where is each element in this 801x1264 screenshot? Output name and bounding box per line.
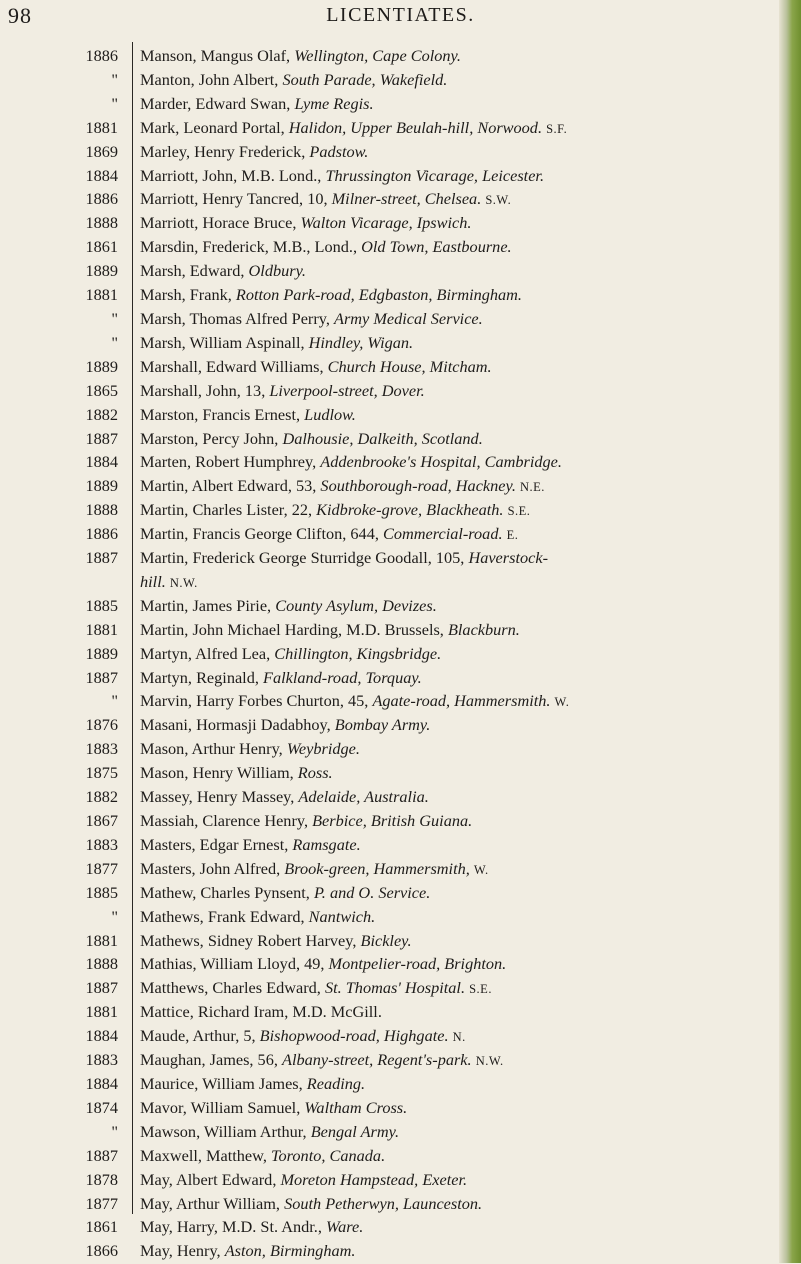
entry-name: Matthews, Charles Edward, (140, 978, 321, 998)
entry-name: Masters, John Alfred, (140, 858, 281, 878)
entry-text (140, 834, 780, 858)
list-item (0, 762, 780, 786)
entry-address: Southborough-road, Hackney. (320, 476, 516, 496)
list-item (0, 45, 780, 69)
entry-address: Commercial-road. (383, 524, 503, 544)
entry-name: Marsdin, Frederick, M.B., Lond., (140, 237, 358, 257)
entry-text (140, 380, 780, 404)
entry-text (140, 1001, 780, 1025)
list-item (0, 1073, 780, 1097)
entry-address: P. and O. Service. (313, 882, 431, 902)
list-item (0, 499, 780, 523)
list-item (0, 930, 780, 954)
entry-year: 1861 (85, 237, 118, 257)
entry-text (140, 141, 780, 165)
entry-name: May, Henry, (140, 1241, 221, 1261)
entry-text (140, 619, 780, 643)
entry-name: Maurice, William James, (140, 1073, 303, 1093)
entry-name: Martin, Charles Lister, 22, (140, 500, 313, 520)
entry-name: Marsh, Frank, (140, 285, 232, 305)
entry-address: Kidbroke-grove, Blackheath. (316, 500, 504, 520)
licentiate-list (0, 45, 780, 1264)
entry-year: 1869 (85, 141, 118, 161)
list-item (0, 260, 780, 284)
list-item (0, 69, 780, 93)
list-item (0, 571, 780, 595)
entry-year: 1883 (85, 1050, 118, 1070)
entry-name: Mawson, William Arthur, (140, 1121, 307, 1141)
entry-name: Martin, Frederick George Sturridge Goodall, 105, (140, 548, 465, 568)
entry-address: Nantwich. (308, 906, 376, 926)
entry-year: 1866 (85, 1241, 118, 1261)
list-item (0, 117, 780, 141)
entry-text (140, 977, 780, 1001)
list-item (0, 667, 780, 691)
entry-name: May, Arthur William, (140, 1193, 280, 1213)
entry-name: Marten, Robert Humphrey, (140, 452, 317, 472)
entry-address: Ross. (297, 763, 333, 783)
entry-text (140, 906, 780, 930)
entry-address: Bombay Army. (334, 715, 431, 735)
list-item (0, 284, 780, 308)
entry-name: Marvin, Harry Forbes Churton, 45, (140, 691, 369, 711)
entry-address: Lyme Regis. (294, 93, 374, 113)
entry-name: Marriott, John, M.B. Lond., (140, 165, 322, 185)
entry-postal-district: N. (452, 1030, 466, 1045)
list-item (0, 643, 780, 667)
entry-name: Maude, Arthur, 5, (140, 1026, 256, 1046)
list-item (0, 738, 780, 762)
entry-year: 1877 (85, 858, 118, 878)
list-item (0, 906, 780, 930)
entry-text (140, 284, 780, 308)
entry-text (140, 117, 780, 141)
entry-address: Aston, Birmingham. (224, 1241, 356, 1261)
entry-year: 1875 (85, 763, 118, 783)
entry-name: Martin, Albert Edward, 53, (140, 476, 317, 496)
entry-address: Padstow. (309, 141, 369, 161)
entry-postal-district: S.F. (546, 121, 568, 136)
entry-text (140, 212, 780, 236)
entry-text (140, 643, 780, 667)
entry-address: Berbice, British Guiana. (312, 811, 473, 830)
list-item (0, 834, 780, 858)
entry-name: Marsh, William Aspinall, (140, 332, 305, 352)
entry-year: " (111, 691, 118, 711)
entry-text (140, 475, 780, 499)
entry-year: 1889 (85, 476, 118, 496)
entry-text (140, 404, 780, 428)
entry-text (140, 738, 780, 762)
list-item (0, 858, 780, 882)
entry-address: Haverstock- (468, 548, 548, 568)
entry-text (140, 547, 780, 571)
list-item (0, 547, 780, 571)
entry-text (140, 1145, 780, 1169)
list-item (0, 451, 780, 475)
entry-address: Thrussington Vicarage, Leicester. (325, 165, 545, 185)
entry-address: South Petherwyn, Launceston. (284, 1193, 483, 1213)
entry-text (140, 93, 780, 117)
list-item (0, 475, 780, 499)
entry-postal-district: N.W. (475, 1054, 504, 1069)
entry-year: " (111, 1121, 118, 1141)
page-edge (779, 0, 801, 1263)
list-item (0, 332, 780, 356)
entry-address: Montpelier-road, Brighton. (328, 954, 507, 974)
entry-year: 1886 (85, 524, 118, 544)
entry-name: Mattice, Richard Iram, M.D. McGill. (140, 1002, 382, 1022)
entry-text (140, 762, 780, 786)
entry-year: 1887 (85, 548, 118, 568)
list-item (0, 1097, 780, 1121)
entry-name: Martyn, Alfred Lea, (140, 643, 271, 663)
entry-text (140, 260, 780, 284)
entry-year: 1883 (85, 739, 118, 759)
entry-address: Blackburn. (447, 619, 520, 639)
entry-postal-district: N.W. (169, 575, 198, 590)
entry-year: 1887 (85, 978, 118, 998)
list-item (0, 236, 780, 260)
list-item (0, 1216, 780, 1240)
entry-text (140, 571, 780, 595)
list-item (0, 1025, 780, 1049)
entry-name: Mathews, Sidney Robert Harvey, (140, 930, 357, 950)
entry-name: Mavor, William Samuel, (140, 1097, 301, 1117)
entry-address: Army Medical Service. (334, 308, 483, 328)
entry-text (140, 595, 780, 619)
entry-name: Masani, Hormasji Dadabhoy, (140, 715, 331, 735)
entry-address: Falkland-road, Torquay. (263, 667, 422, 687)
entry-year: 1867 (85, 811, 118, 830)
entry-text (140, 165, 780, 189)
list-item (0, 1145, 780, 1169)
list-item (0, 523, 780, 547)
entry-address: Dalhousie, Dalkeith, Scotland. (282, 428, 483, 448)
list-item (0, 1001, 780, 1025)
entry-year: 1884 (85, 1026, 118, 1046)
entry-name: Mason, Arthur Henry, (140, 739, 283, 759)
list-item (0, 404, 780, 428)
entry-address: hill. (140, 571, 166, 591)
entry-address: Church House, Mitcham. (327, 356, 492, 376)
entry-address: Agate-road, Hammersmith. (372, 691, 551, 711)
entry-text (140, 953, 780, 977)
entry-address: Walton Vicarage, Ipswich. (300, 213, 472, 233)
entry-name: Martyn, Reginald, (140, 667, 259, 687)
entry-name: May, Harry, M.D. St. Andr., (140, 1217, 322, 1237)
list-item (0, 380, 780, 404)
entry-address: Hindley, Wigan. (308, 332, 414, 352)
entry-address: Albany-street, Regent's-park. (282, 1050, 472, 1070)
list-item (0, 165, 780, 189)
list-item (0, 1240, 780, 1264)
entry-year: 1881 (85, 117, 118, 137)
list-item (0, 356, 780, 380)
entry-name: Marston, Percy John, (140, 428, 279, 448)
entry-address: Bengal Army. (310, 1121, 400, 1141)
entry-text (140, 930, 780, 954)
list-item (0, 1169, 780, 1193)
entry-text (140, 451, 780, 475)
entry-name: Massey, Henry Massey, (140, 787, 295, 807)
entry-name: Mark, Leonard Portal, (140, 117, 285, 137)
list-item (0, 786, 780, 810)
entry-text (140, 1240, 780, 1264)
entry-address: Halidon, Upper Beulah-hill, Norwood. (288, 117, 543, 137)
entry-postal-district: S.W. (485, 193, 512, 208)
entry-address: Bishopwood-road, Highgate. (259, 1026, 449, 1046)
page-number: 98 (8, 3, 32, 28)
entry-year: " (111, 332, 118, 352)
entry-address: Addenbrooke's Hospital, Cambridge. (320, 452, 562, 472)
list-item (0, 977, 780, 1001)
entry-name: Martin, Francis George Clifton, 644, (140, 524, 379, 544)
entry-name: Marston, Francis Ernest, (140, 404, 301, 424)
entry-name: Marshall, John, 13, (140, 380, 266, 400)
entry-text (140, 1169, 780, 1193)
entry-text (140, 786, 780, 810)
entry-name: Manton, John Albert, (140, 69, 279, 89)
entry-year: 1883 (85, 834, 118, 854)
entry-text (140, 499, 780, 523)
entry-text (140, 714, 780, 738)
entry-text (140, 1216, 780, 1240)
entry-text (140, 1193, 780, 1217)
entry-year: 1881 (85, 619, 118, 639)
entry-address: Chillington, Kingsbridge. (274, 643, 442, 663)
entry-name: Marsh, Edward, (140, 261, 245, 281)
entry-text (140, 332, 780, 356)
entry-address: Adelaide, Australia. (298, 787, 429, 807)
entry-name: Mathews, Frank Edward, (140, 906, 305, 926)
list-item (0, 1049, 780, 1073)
entry-year: 1887 (85, 667, 118, 687)
entry-year: 1887 (85, 428, 118, 448)
entry-text (140, 188, 780, 212)
list-item (0, 595, 780, 619)
list-item (0, 953, 780, 977)
entry-text (140, 858, 780, 882)
list-item (0, 93, 780, 117)
entry-year: 1876 (85, 715, 118, 735)
entry-text (140, 1121, 780, 1145)
entry-year: 1887 (85, 1145, 118, 1165)
list-item (0, 212, 780, 236)
entry-address: Ramsgate. (292, 834, 361, 854)
entry-year: 1881 (85, 1002, 118, 1022)
entry-year: " (111, 906, 118, 926)
entry-year: " (111, 69, 118, 89)
entry-name: Marriott, Horace Bruce, (140, 213, 297, 233)
entry-year: 1888 (85, 954, 118, 974)
entry-text (140, 882, 780, 906)
entry-name: Manson, Mangus Olaf, (140, 46, 291, 65)
entry-year: 1882 (85, 787, 118, 807)
entry-name: Martin, John Michael Harding, M.D. Brussels, (140, 619, 444, 639)
entry-address: Ware. (326, 1217, 364, 1237)
entry-year: " (111, 308, 118, 328)
entry-year: 1861 (85, 1217, 118, 1237)
entry-year: 1878 (85, 1169, 118, 1189)
entry-year: 1884 (85, 452, 118, 472)
entry-text (140, 690, 780, 714)
entry-year: 1874 (85, 1097, 118, 1117)
entry-name: Mason, Henry William, (140, 763, 294, 783)
entry-year: 1881 (85, 285, 118, 305)
page-title: LICENTIATES. (326, 4, 475, 26)
entry-year: 1889 (85, 356, 118, 376)
entry-postal-district: S.E. (507, 504, 531, 519)
list-item (0, 308, 780, 332)
entry-name: Marshall, Edward Williams, (140, 356, 324, 376)
entry-text (140, 523, 780, 547)
entry-text (140, 1049, 780, 1073)
entry-postal-district: W. (473, 862, 489, 877)
entry-name: May, Albert Edward, (140, 1169, 277, 1189)
entry-address: Moreton Hampstead, Exeter. (280, 1169, 468, 1189)
entry-year: 1865 (85, 380, 118, 400)
entry-address: Oldbury. (248, 261, 306, 281)
entry-postal-district: W. (554, 695, 570, 710)
entry-text (140, 810, 780, 834)
entry-name: Massiah, Clarence Henry, (140, 811, 309, 830)
entry-address: Old Town, Eastbourne. (361, 237, 512, 257)
entry-year: 1885 (85, 595, 118, 615)
entry-year: 1882 (85, 404, 118, 424)
entry-text (140, 45, 780, 69)
list-item (0, 1193, 780, 1217)
list-item (0, 810, 780, 834)
entry-address: Toronto, Canada. (270, 1145, 386, 1165)
entry-year: 1881 (85, 930, 118, 950)
entry-year: 1886 (85, 189, 118, 209)
entry-name: Marriott, Henry Tancred, 10, (140, 189, 328, 209)
entry-year: 1889 (85, 643, 118, 663)
list-item (0, 690, 780, 714)
entry-text (140, 1025, 780, 1049)
entry-year: 1888 (85, 500, 118, 520)
entry-text (140, 308, 780, 332)
entry-name: Mathias, William Lloyd, 49, (140, 954, 325, 974)
list-item (0, 714, 780, 738)
entry-postal-district: N.E. (520, 480, 545, 495)
entry-name: Martin, James Pirie, (140, 595, 272, 615)
entry-address: St. Thomas' Hospital. (324, 978, 466, 998)
entry-address: Liverpool-street, Dover. (269, 380, 425, 400)
entry-name: Masters, Edgar Ernest, (140, 834, 289, 854)
entry-text (140, 1097, 780, 1121)
entry-text (140, 1073, 780, 1097)
list-item (0, 882, 780, 906)
list-item (0, 141, 780, 165)
list-item (0, 1121, 780, 1145)
entry-name: Marsh, Thomas Alfred Perry, (140, 308, 330, 328)
entry-text (140, 69, 780, 93)
entry-name: Marder, Edward Swan, (140, 93, 291, 113)
entry-year: 1884 (85, 165, 118, 185)
entry-postal-district: E. (506, 528, 519, 543)
entry-address: Wellington, Cape Colony. (294, 46, 461, 65)
entry-text (140, 236, 780, 260)
entry-address: Weybridge. (286, 739, 360, 759)
entry-year: 1877 (85, 1193, 118, 1213)
list-item (0, 428, 780, 452)
entry-address: Bickley. (360, 930, 412, 950)
entry-year: 1889 (85, 261, 118, 281)
entry-address: Ludlow. (304, 404, 356, 424)
entry-name: Maughan, James, 56, (140, 1050, 278, 1070)
entry-year: " (111, 93, 118, 113)
entry-address: Milner-street, Chelsea. (331, 189, 482, 209)
entry-text (140, 667, 780, 691)
entry-postal-district: S.E. (469, 982, 492, 997)
entry-year: 1885 (85, 882, 118, 902)
list-item (0, 188, 780, 212)
list-item (0, 619, 780, 643)
entry-text (140, 428, 780, 452)
entry-year: 1888 (85, 213, 118, 233)
entry-address: South Parade, Wakefield. (282, 69, 448, 89)
entry-address: County Asylum, Devizes. (275, 595, 437, 615)
entry-address: Rotton Park-road, Edgbaston, Birmingham. (235, 285, 522, 305)
entry-year: 1884 (85, 1073, 118, 1093)
entry-address: Waltham Cross. (304, 1097, 408, 1117)
entry-address: Reading. (306, 1073, 366, 1093)
entry-name: Mathew, Charles Pynsent, (140, 882, 310, 902)
entry-text (140, 356, 780, 380)
entry-name: Marley, Henry Frederick, (140, 141, 306, 161)
entry-name: Maxwell, Matthew, (140, 1145, 267, 1165)
entry-year: 1886 (85, 46, 118, 65)
entry-address: Brook-green, Hammersmith, (284, 858, 470, 878)
